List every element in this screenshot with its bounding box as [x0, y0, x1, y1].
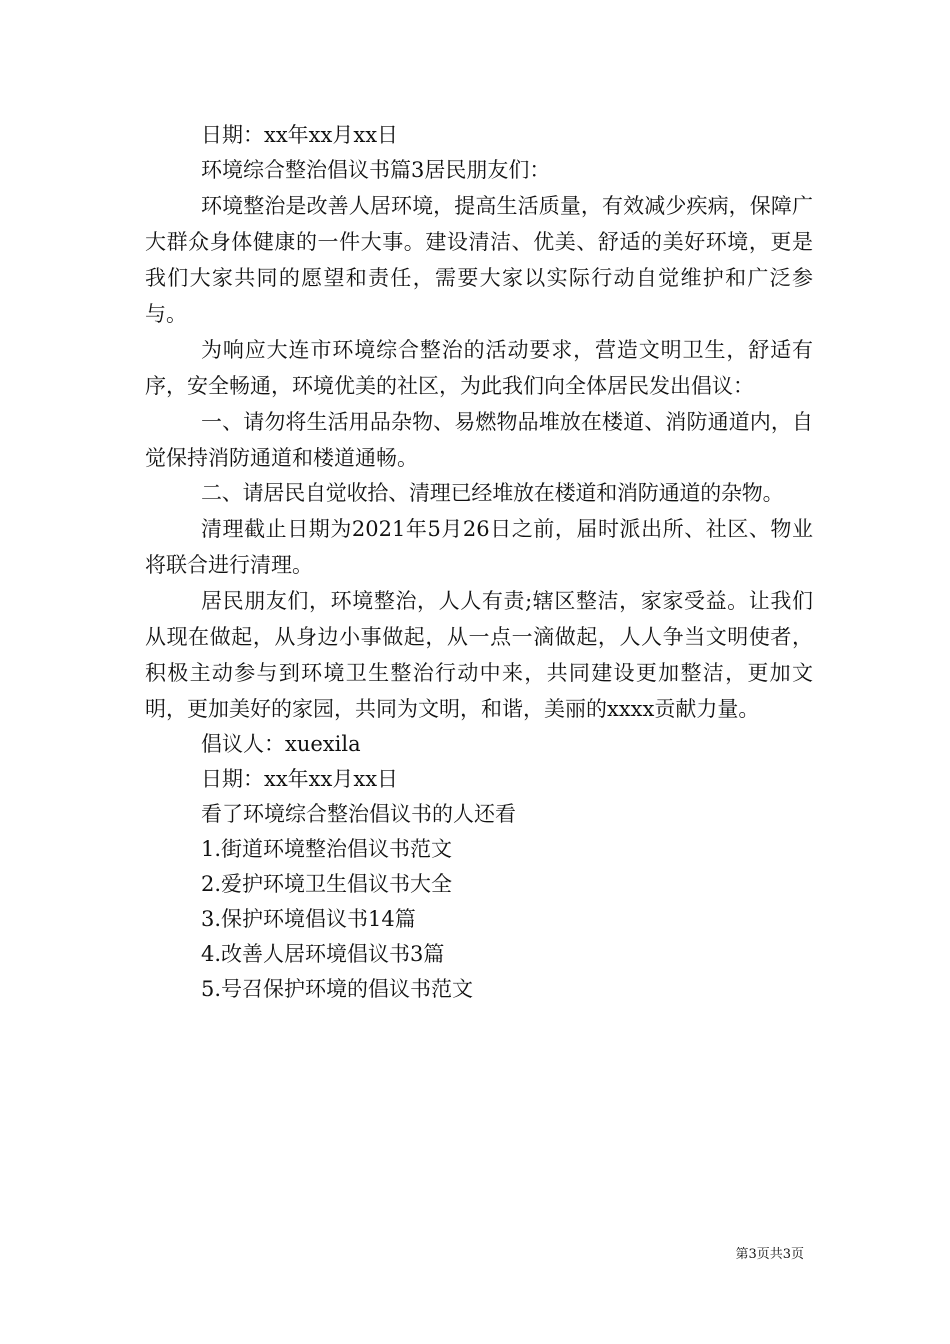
date-line-top: 日期：xx年xx月xx日 — [201, 123, 399, 147]
paragraph-closing: 居民朋友们，环境整治，人人有责;辖区整洁，家家受益。让我们从现在做起，从身边小事做起，从一点一滴做起，人人争当文明使者，积极主动参与到环境卫生整治行动中来，共同建设更加整洁，更加文明，更加美好的家园，共同为文明，和谐，美丽的xxxx贡献力量。 — [145, 589, 813, 721]
proposer-line: 倡议人：xuexila — [201, 732, 361, 756]
related-heading: 看了环境综合整治倡议书的人还看 — [201, 802, 516, 826]
related-link-2[interactable]: 2.爱护环境卫生倡议书大全 — [201, 872, 453, 896]
paragraph-item-two: 二、请居民自觉收拾、清理已经堆放在楼道和消防通道的杂物。 — [201, 481, 784, 505]
paragraph-item-one: 一、请勿将生活用品杂物、易燃物品堆放在楼道、消防通道内，自觉保持消防通道和楼道通畅。 — [145, 410, 813, 470]
related-link-4[interactable]: 4.改善人居环境倡议书3篇 — [201, 942, 445, 966]
section-heading: 环境综合整治倡议书篇3居民朋友们： — [201, 158, 551, 182]
related-link-3[interactable]: 3.保护环境倡议书14篇 — [201, 907, 416, 931]
document-body — [145, 118, 813, 1007]
related-link-1[interactable]: 1.街道环境整治倡议书范文 — [201, 837, 453, 861]
paragraph-intro: 环境整治是改善人居环境，提高生活质量，有效减少疾病，保障广大群众身体健康的一件大事。建设清洁、优美、舒适的美好环境，更是我们大家共同的愿望和责任，需要大家以实际行动自觉维护和广泛参与。 — [145, 194, 813, 326]
paragraph-response: 为响应大连市环境综合整治的活动要求，营造文明卫生，舒适有序，安全畅通，环境优美的社区，为此我们向全体居民发出倡议： — [145, 338, 813, 398]
paragraph-deadline: 清理截止日期为2021年5月26日之前，届时派出所、社区、物业将联合进行清理。 — [145, 517, 813, 577]
page-number: 第3页共3页 — [735, 1247, 804, 1262]
related-link-5[interactable]: 5.号召保护环境的倡议书范文 — [201, 977, 474, 1001]
date-line-bottom: 日期：xx年xx月xx日 — [201, 767, 399, 791]
